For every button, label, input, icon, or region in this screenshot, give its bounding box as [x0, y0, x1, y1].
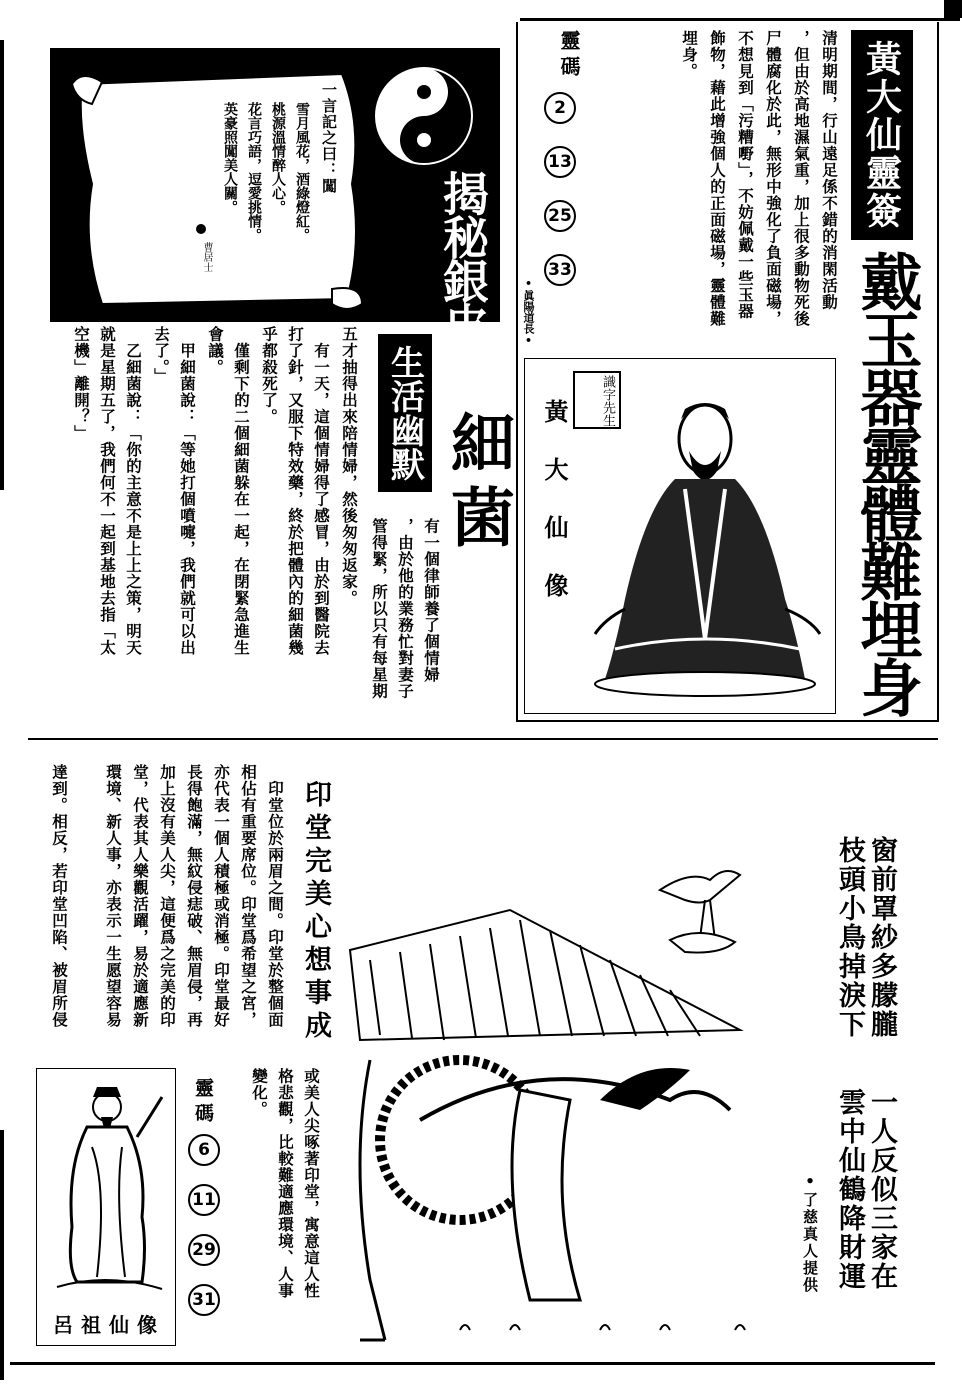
bullet-dot	[196, 224, 206, 234]
poem-panel	[340, 760, 920, 1350]
seal-stamp: 識字先生	[573, 371, 621, 429]
humor-line: 乎都殺死了。	[260, 326, 279, 425]
humor-line: 會議。	[206, 326, 225, 376]
face-numbers	[188, 1134, 220, 1316]
humor-title: 細菌	[440, 410, 515, 558]
lucky-number: 33	[544, 254, 576, 286]
face-line: 印堂位於兩眉之間。印堂於整個面	[266, 764, 285, 1028]
top-right-rule	[520, 18, 960, 21]
section-divider	[28, 738, 938, 740]
humor-line: 乙細菌說：「你的主意不是上上之策，明天	[124, 326, 143, 656]
face-line: 加上沒有美人尖，這便爲之完美的印	[158, 764, 177, 1028]
face-lower-line: 格悲觀，比較難適應環境、人事	[276, 1068, 295, 1299]
fortune-line: 埋身。	[680, 30, 699, 80]
poem-line: 雲中仙鶴降財運	[834, 1088, 865, 1291]
face-lower-line: 或美人尖啄著印堂，寓意這人性	[302, 1068, 321, 1299]
portrait-frame	[524, 358, 836, 714]
wong-tai-sin-illustration	[585, 379, 825, 699]
face-title: 印堂完美心想事成	[300, 780, 331, 1044]
humor-panel	[30, 322, 515, 722]
face-line: 長得飽滿，無紋侵痣破、無眉侵，再	[185, 764, 204, 1028]
left-border-mark	[0, 40, 10, 490]
face-panel	[30, 750, 350, 1350]
scroll-signature: 曹居士	[201, 242, 212, 272]
poem-line: 窗前罩紗多朦朧	[866, 836, 897, 1039]
scroll-stamp: 揭秘銀皮	[436, 170, 490, 346]
portrait-caption: 黃大仙像	[540, 399, 569, 631]
fortune-line: ，但由於高地濕氣重，加上很多動物死後	[792, 30, 811, 327]
humor-line: 有一個律師養了個情婦	[422, 518, 441, 683]
face-line: 達到。相反，若印堂凹陷、被眉所侵	[50, 764, 69, 1028]
scroll-line: 桃源溫情醉人心。	[270, 102, 286, 214]
face-code-label: 靈碼	[192, 1078, 214, 1128]
lucky-number: 2	[544, 92, 576, 124]
humor-line: 僅剩下的二個細菌躲在一起，在閉緊急進生	[232, 326, 251, 656]
fortune-code-label: 靈碼	[557, 30, 581, 82]
humor-line: 去了。」	[152, 326, 171, 385]
left-border-mark-lower	[0, 1130, 10, 1380]
fortune-line: 飾物，藉此增強個人的正面磁場，靈體難	[708, 30, 727, 327]
lucky-number: 11	[188, 1184, 220, 1216]
fortune-headline: 戴玉器靈體難埋身	[850, 250, 923, 714]
immortal-frame	[36, 1068, 176, 1346]
fortune-badge: 黃大仙靈簽	[851, 30, 913, 240]
humor-line: 甲細菌說：「等她打個噴嚏，我們就可以出	[178, 326, 197, 656]
lucky-number: 25	[544, 200, 576, 232]
humor-badge: 生活幽默	[378, 334, 432, 492]
humor-line: 空機」離開？」	[72, 326, 91, 442]
lucky-number: 29	[188, 1234, 220, 1266]
bottom-rule	[10, 1362, 935, 1365]
scroll-line: 雪月風花，酒綠燈紅。	[294, 102, 310, 242]
humor-line: 打了針，又服下特效藥，終於把體內的細菌幾	[286, 326, 305, 656]
yin-yang-icon	[374, 66, 474, 166]
fortune-numbers	[544, 92, 576, 286]
immortal-caption: 呂祖仙像	[53, 1313, 165, 1337]
humor-line: 五才抽得出來陪情婦，然後匆匆返家。	[340, 326, 359, 607]
poem-credit: •了慈真人提供	[801, 1172, 819, 1294]
humor-line: 有一天，這個情婦得了感冒，由於到醫院去	[312, 326, 331, 656]
landscape-illustration	[340, 860, 790, 1350]
fortune-body	[622, 30, 842, 360]
scroll-line: 英豪照闖美人關。	[222, 102, 238, 214]
humor-line: ，由於他的業務忙對妻子	[396, 518, 415, 700]
fortune-line: 清明期間，行山遠足係不錯的消閑活動	[820, 30, 839, 311]
lu-dongbin-illustration	[47, 1077, 167, 1297]
fortune-line: 尸體腐化於此，無形中強化了負面磁場，	[764, 30, 783, 327]
face-line: 堂，代表其人樂觀活躍，易於適應新	[131, 764, 150, 1028]
fortune-panel	[516, 22, 939, 722]
humor-line: 管得緊，所以只有每星期	[370, 518, 389, 700]
face-line: 相佔有重要席位。印堂爲希望之宮，	[239, 764, 258, 1028]
face-line: 亦代表一個人積極或消極。印堂最好	[212, 764, 231, 1028]
poem-line: 一人反似三家在	[866, 1088, 897, 1291]
lucky-number: 13	[544, 146, 576, 178]
right-edge-mark	[944, 0, 962, 18]
poem-line: 枝頭小鳥掉淚下	[834, 836, 865, 1039]
face-line: 環境、新人事，亦表示一生愿望容易	[104, 764, 123, 1028]
scroll-panel	[50, 48, 500, 346]
scroll-text	[144, 82, 344, 282]
scroll-line: 花言巧語，逗愛挑情。	[246, 102, 262, 242]
fortune-line: 不想見到「污糟嘢」，不妨佩戴一些玉器	[736, 30, 755, 320]
humor-line: 就是星期五了，我們何不一起到基地去指「太	[98, 326, 117, 656]
face-lower-line: 變化。	[250, 1068, 269, 1118]
lucky-number: 6	[188, 1134, 220, 1166]
fortune-credit: •眞陽道長•	[522, 277, 535, 347]
scroll-line: 一言記之曰：闖	[320, 82, 338, 194]
lucky-number: 31	[188, 1284, 220, 1316]
